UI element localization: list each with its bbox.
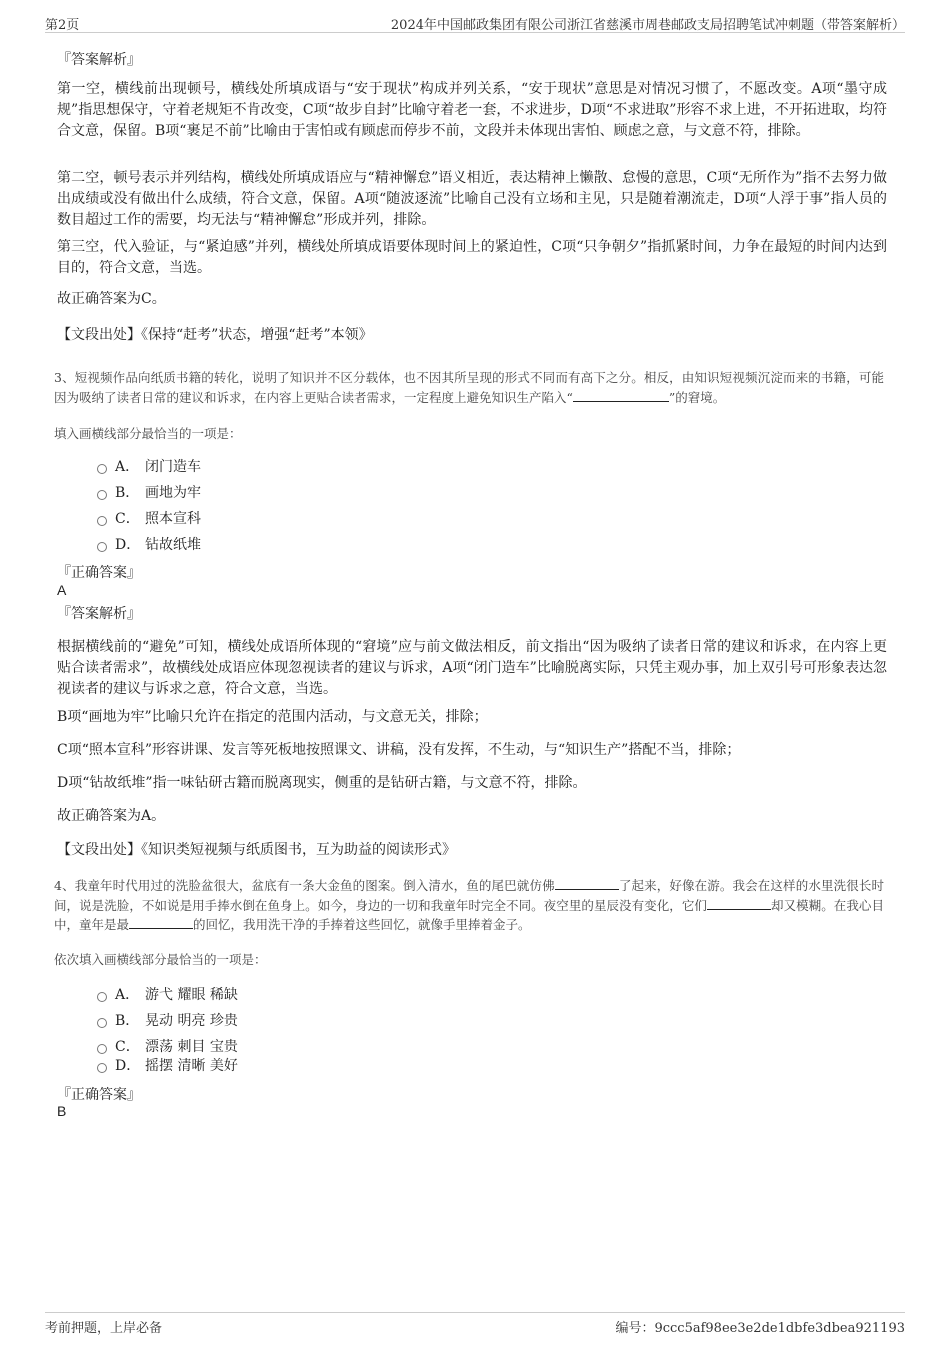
radio-icon[interactable] — [97, 516, 107, 526]
q3-analysis-a2: B项“画地为牢”比喻只允许在指定的范围内活动，与文意无关，排除； — [57, 709, 488, 725]
page-footer — [45, 1312, 905, 1336]
page-header — [45, 12, 905, 33]
q3-analysis-a1: 根据横线前的“避免”可知，横线处成语所体现的“窘境”应与前文做法相反，前文指出“因为吸纳了读者日常的建议和诉求，在内容上更贴合读者需求”，故横线处成语应体现忽视读者的建议与诉求，A项“闭门造车”比喻脱离实际，只凭主观办事，加上双引号可形象表达忽视读者的建议与诉求之意，符合文意，当选。 — [57, 639, 887, 697]
q3-conclusion: 故正确答案为A。 — [57, 808, 166, 824]
document-title: 2024年中国邮政集团有限公司浙江省慈溪市周巷邮政支局招聘笔试冲刺题（带答案解析） — [390, 18, 905, 33]
q3-stem-text-a: 3、短视频作品向纸质书籍的转化，说明了知识并不区分载体，也不因其所呈现的形式不同而有高下之分。相反，由知识短视频沉淀而来的书籍，可能因为吸纳了读者日常的建议和诉求，在内容上更贴合读者需求，一定程度上避免知识生产陷入“ — [54, 370, 884, 405]
option-text: 照本宣科 — [145, 511, 201, 527]
q3-prompt: 填入画横线部分最恰当的一项是： — [54, 426, 242, 441]
option-letter: D． — [115, 537, 141, 553]
q3-analysis-a4: D项“钻故纸堆”指一味钻研古籍而脱离现实，侧重的是钻研古籍，与文意不符，排除。 — [57, 775, 587, 791]
radio-icon[interactable] — [97, 1063, 107, 1073]
option-letter: C． — [115, 1039, 140, 1055]
q2-analysis-p3: 第三空，代入验证，与“紧迫感”并列，横线处所填成语要体现时间上的紧迫性，C项“只争朝夕”指抓紧时间，力争在最短的时间内达到目的，符合文意，当选。 — [57, 239, 887, 276]
q4-answer: B — [57, 1103, 67, 1119]
q3-analysis-a3: C项“照本宣科”形容讲课、发言等死板地按照课文、讲稿，没有发挥，不生动，与“知识生产”搭配不当，排除； — [57, 742, 741, 758]
radio-icon[interactable] — [97, 1044, 107, 1054]
option-letter: A． — [115, 987, 140, 1003]
q3-option-d[interactable] — [97, 535, 201, 555]
option-letter: B． — [115, 1013, 140, 1029]
option-text: 晃动 明亮 珍贵 — [145, 1013, 238, 1029]
q4-option-c[interactable] — [97, 1037, 238, 1057]
q3-stem — [54, 368, 884, 407]
q3-option-c[interactable] — [97, 509, 201, 529]
q3-option-a[interactable] — [97, 457, 201, 477]
q2-conclusion: 故正确答案为C。 — [57, 291, 166, 307]
q4-blank-3 — [129, 916, 193, 929]
q2-analysis-label: 『答案解析』 — [57, 52, 141, 68]
q3-blank — [573, 389, 669, 402]
option-text: 闭门造车 — [145, 459, 201, 475]
radio-icon[interactable] — [97, 490, 107, 500]
q4-blank-1 — [555, 877, 619, 890]
q4-stem-part: 却又模糊。在我心目中，童年是最 — [54, 897, 884, 932]
q4-option-d[interactable] — [97, 1056, 238, 1076]
page-number: 第2页 — [45, 18, 80, 33]
q3-analysis-label: 『答案解析』 — [57, 606, 141, 622]
q3-source: 【文段出处】《知识类短视频与纸质图书，互为助益的阅读形式》 — [57, 842, 456, 858]
q4-prompt: 依次填入画横线部分最恰当的一项是： — [54, 952, 267, 967]
radio-icon[interactable] — [97, 542, 107, 552]
q4-stem-part: 了起来，好像在游。我会在这样的水里洗很长时间，说是洗脸，不如说是用手捧水倒在鱼身上。如今，身边的一切和我童年时完全不同。夜空里的星辰没有变化，它们 — [54, 878, 884, 913]
footer-serial: 编号：9ccc5af98ee3e2de1dbfe3dbea921193 — [615, 1321, 905, 1336]
q3-stem-text-b: ”的窘境。 — [668, 389, 726, 405]
q3-option-b[interactable] — [97, 483, 201, 503]
option-letter: D． — [115, 1058, 141, 1074]
q2-analysis-p1: 第一空，横线前出现顿号，横线处所填成语与“安于现状”构成并列关系，“安于现状”意思是对情况习惯了，不愿改变。A项“墨守成规”指思想保守，守着老规矩不肯改变，C项“故步自封”比喻守着老一套，不求进步，D项“不求进取”形容不求上进，不开拓进取，均符合文意，保留。B项“裹足不前”比喻由于害怕或有顾虑而停步不前，文段并未体现出害怕、顾虑之意，与文意不符，排除。 — [57, 81, 887, 139]
q4-blank-2 — [707, 897, 771, 910]
option-text: 游弋 耀眼 稀缺 — [145, 987, 238, 1003]
option-letter: B． — [115, 485, 140, 501]
q3-answer-label: 『正确答案』 — [57, 565, 141, 581]
option-text: 摇摆 清晰 美好 — [145, 1058, 238, 1074]
option-letter: C． — [115, 511, 140, 527]
option-letter: A． — [115, 459, 140, 475]
q2-source: 【文段出处】《保持“赶考”状态，增强“赶考”本领》 — [57, 327, 373, 343]
option-text: 漂荡 刺目 宝贵 — [145, 1039, 238, 1055]
radio-icon[interactable] — [97, 464, 107, 474]
q4-option-a[interactable] — [97, 985, 238, 1005]
radio-icon[interactable] — [97, 1018, 107, 1028]
q2-analysis-p2: 第二空，顿号表示并列结构，横线处所填成语应与“精神懈怠”语义相近，表达精神上懒散、怠慢的意思，C项“无所作为”指不去努力做出成绩或没有做出什么成绩，符合文意，保留。A项“随波逐流”比喻自己没有立场和主见，只是随着潮流走，D项“人浮于事”指人员的数目超过工作的需要，均无法与“精神懈怠”形成并列，排除。 — [57, 170, 887, 228]
q4-stem-part: 的回忆，我用洗干净的手捧着这些回忆，就像手里捧着金子。 — [193, 917, 531, 932]
q4-answer-label: 『正确答案』 — [57, 1087, 141, 1103]
q4-option-b[interactable] — [97, 1011, 238, 1031]
q4-stem-part: 4、我童年时代用过的洗脸盆很大，盆底有一条大金鱼的图案。倒入清水，鱼的尾巴就仿佛 — [54, 878, 555, 893]
q3-answer: A — [57, 582, 67, 598]
q4-stem — [54, 876, 884, 935]
option-text: 画地为牢 — [145, 485, 201, 501]
option-text: 钻故纸堆 — [145, 537, 201, 553]
radio-icon[interactable] — [97, 992, 107, 1002]
footer-slogan: 考前押题，上岸必备 — [45, 1321, 163, 1336]
